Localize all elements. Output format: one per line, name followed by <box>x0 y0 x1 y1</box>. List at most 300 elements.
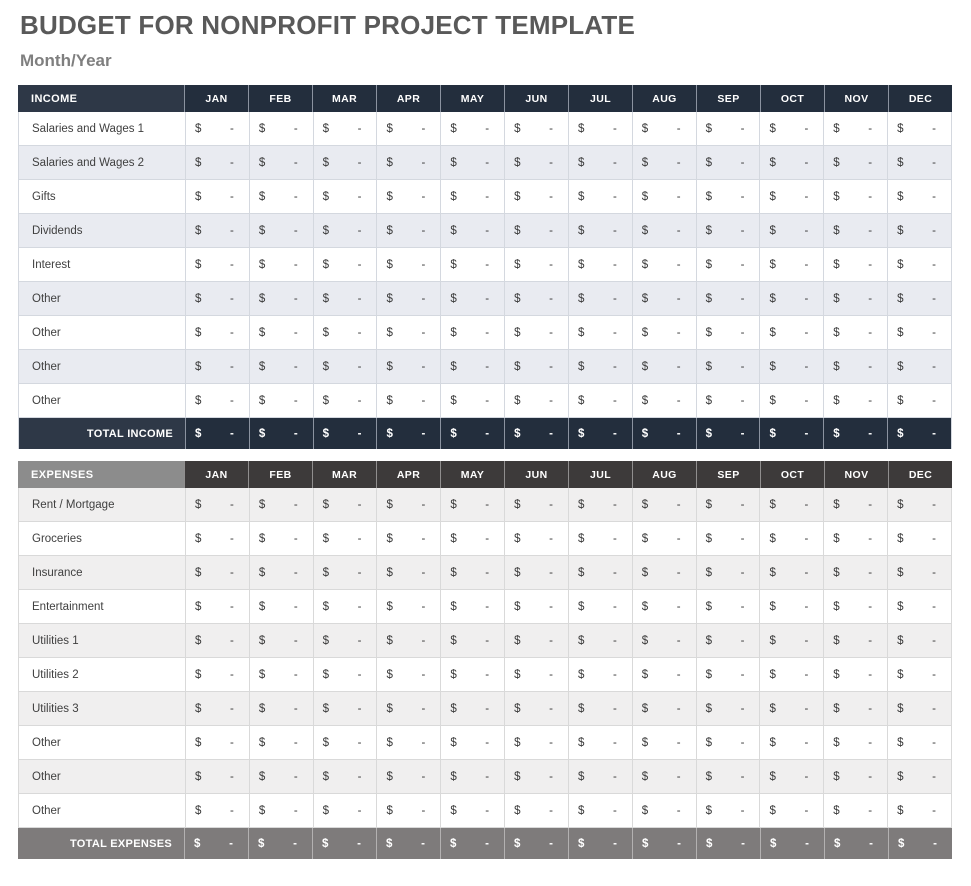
income-amount-cell[interactable] <box>504 282 568 315</box>
income-amount-cell[interactable] <box>632 214 696 247</box>
expenses-amount-cell[interactable] <box>249 488 313 521</box>
expenses-amount-cell[interactable] <box>440 760 504 793</box>
income-amount-cell[interactable] <box>376 316 440 349</box>
expenses-amount-cell[interactable] <box>440 726 504 759</box>
expenses-amount-cell[interactable] <box>249 794 313 827</box>
expenses-amount-cell[interactable] <box>696 556 760 589</box>
income-amount-cell[interactable] <box>376 146 440 179</box>
income-amount-cell[interactable] <box>440 248 504 281</box>
amount-value: - <box>868 258 873 271</box>
currency-symbol: $ <box>514 292 521 305</box>
expenses-amount-cell[interactable] <box>376 794 440 827</box>
currency-symbol: $ <box>641 498 649 511</box>
expenses-amount-cell[interactable] <box>440 556 504 589</box>
expenses-amount-cell[interactable] <box>568 658 632 691</box>
expenses-amount-cell[interactable] <box>823 692 887 725</box>
row-label: Other <box>32 736 61 749</box>
currency-symbol: $ <box>322 736 330 749</box>
amount-value: - <box>485 427 490 440</box>
expenses-amount-cell[interactable] <box>313 590 377 623</box>
expenses-amount-cell[interactable] <box>185 522 249 555</box>
income-amount-cell[interactable] <box>504 146 568 179</box>
expenses-amount-cell[interactable] <box>632 590 696 623</box>
expenses-amount-cell[interactable] <box>759 760 823 793</box>
income-amount-cell[interactable] <box>376 384 440 417</box>
income-amount-cell[interactable] <box>185 384 249 417</box>
amount-value: - <box>293 566 298 579</box>
expenses-amount-cell[interactable] <box>696 658 760 691</box>
income-amount-cell[interactable] <box>632 112 696 145</box>
income-total-cell <box>440 418 504 449</box>
income-amount-cell[interactable] <box>376 180 440 213</box>
amount-value: - <box>804 292 809 305</box>
amount-value: - <box>932 532 936 545</box>
amount-value: - <box>932 804 936 817</box>
expenses-amount-cell[interactable] <box>249 624 313 657</box>
expenses-amount-cell[interactable] <box>249 760 313 793</box>
expenses-amount-cell[interactable] <box>504 556 568 589</box>
income-amount-cell[interactable] <box>759 214 823 247</box>
amount-value: - <box>868 702 873 715</box>
income-amount-cell[interactable] <box>376 282 440 315</box>
expenses-amount-cell[interactable] <box>504 692 568 725</box>
currency-symbol: $ <box>258 292 266 305</box>
income-amount-cell[interactable] <box>632 384 696 417</box>
expenses-amount-cell[interactable] <box>185 488 249 521</box>
income-amount-cell[interactable] <box>759 282 823 315</box>
income-amount-cell[interactable] <box>632 146 696 179</box>
expenses-amount-cell[interactable] <box>313 488 377 521</box>
expenses-amount-cell[interactable] <box>185 658 249 691</box>
income-amount-cell[interactable] <box>887 214 951 247</box>
income-amount-cell[interactable] <box>249 316 313 349</box>
expenses-amount-cell[interactable] <box>823 556 887 589</box>
expenses-amount-cell[interactable] <box>376 590 440 623</box>
income-amount-cell[interactable] <box>696 146 760 179</box>
expenses-amount-cell[interactable] <box>759 522 823 555</box>
income-amount-cell[interactable] <box>249 282 313 315</box>
expenses-amount-cell[interactable] <box>376 624 440 657</box>
income-amount-cell[interactable] <box>504 214 568 247</box>
expenses-amount-cell[interactable] <box>376 556 440 589</box>
income-amount-cell[interactable] <box>696 384 760 417</box>
expenses-amount-cell[interactable] <box>568 488 632 521</box>
expenses-amount-cell[interactable] <box>313 522 377 555</box>
income-amount-cell[interactable] <box>759 112 823 145</box>
income-total-cell <box>759 418 823 449</box>
expenses-amount-cell[interactable] <box>185 590 249 623</box>
expenses-amount-cell[interactable] <box>568 794 632 827</box>
currency-symbol: $ <box>769 634 776 647</box>
row-label: Gifts <box>32 190 56 203</box>
income-amount-cell[interactable] <box>440 214 504 247</box>
income-amount-cell[interactable] <box>440 180 504 213</box>
income-amount-cell[interactable] <box>568 180 632 213</box>
expenses-amount-cell[interactable] <box>440 522 504 555</box>
income-amount-cell[interactable] <box>376 214 440 247</box>
income-amount-cell[interactable] <box>887 316 951 349</box>
income-amount-cell[interactable] <box>185 248 249 281</box>
income-amount-cell[interactable] <box>823 214 887 247</box>
income-amount-cell[interactable] <box>887 384 951 417</box>
amount-value: - <box>932 770 936 783</box>
amount-value: - <box>676 326 681 339</box>
income-amount-cell[interactable] <box>185 146 249 179</box>
income-amount-cell[interactable] <box>249 248 313 281</box>
expenses-amount-cell[interactable] <box>440 794 504 827</box>
income-amount-cell[interactable] <box>313 350 377 383</box>
income-amount-cell[interactable] <box>313 180 377 213</box>
expenses-amount-cell[interactable] <box>696 522 760 555</box>
income-amount-cell[interactable] <box>504 112 568 145</box>
income-amount-cell[interactable] <box>887 112 951 145</box>
income-amount-cell[interactable] <box>696 282 760 315</box>
income-amount-cell[interactable] <box>759 350 823 383</box>
expenses-amount-cell[interactable] <box>185 760 249 793</box>
amount-value: - <box>868 566 873 579</box>
amount-value: - <box>357 736 362 749</box>
expenses-amount-cell[interactable] <box>185 556 249 589</box>
table-row <box>19 384 951 418</box>
expenses-amount-cell[interactable] <box>249 590 313 623</box>
expenses-amount-cell[interactable] <box>313 624 377 657</box>
amount-value: - <box>293 427 298 440</box>
expenses-amount-cell[interactable] <box>759 658 823 691</box>
expenses-amount-cell[interactable] <box>887 658 951 691</box>
expenses-amount-cell[interactable] <box>823 760 887 793</box>
income-amount-cell[interactable] <box>185 180 249 213</box>
income-amount-cell[interactable] <box>823 316 887 349</box>
expenses-amount-cell[interactable] <box>759 488 823 521</box>
expenses-amount-cell[interactable] <box>632 488 696 521</box>
currency-symbol: $ <box>705 394 713 407</box>
expenses-amount-cell[interactable] <box>887 692 951 725</box>
income-amount-cell[interactable] <box>568 282 632 315</box>
currency-symbol: $ <box>577 292 585 305</box>
amount-value: - <box>612 770 617 783</box>
expenses-amount-cell[interactable] <box>568 556 632 589</box>
expenses-amount-cell[interactable] <box>696 726 760 759</box>
income-amount-cell[interactable] <box>568 248 632 281</box>
expenses-amount-cell[interactable] <box>249 726 313 759</box>
income-amount-cell[interactable] <box>568 146 632 179</box>
expenses-amount-cell[interactable] <box>823 658 887 691</box>
expenses-amount-cell[interactable] <box>504 658 568 691</box>
expenses-total-cell <box>440 828 504 859</box>
expenses-amount-cell[interactable] <box>696 590 760 623</box>
expenses-amount-cell[interactable] <box>887 556 951 589</box>
income-amount-cell[interactable] <box>823 180 887 213</box>
income-amount-cell[interactable] <box>632 316 696 349</box>
expenses-amount-cell[interactable] <box>376 522 440 555</box>
income-total-cell <box>632 418 696 449</box>
currency-symbol: $ <box>514 156 521 169</box>
expenses-amount-cell[interactable] <box>504 760 568 793</box>
income-amount-cell[interactable] <box>440 384 504 417</box>
amount-value: - <box>485 122 490 135</box>
expenses-amount-cell[interactable] <box>249 692 313 725</box>
income-amount-cell[interactable] <box>823 146 887 179</box>
amount-value: - <box>868 770 873 783</box>
expenses-amount-cell[interactable] <box>887 590 951 623</box>
amount-value: - <box>676 736 681 749</box>
expenses-amount-cell[interactable] <box>313 794 377 827</box>
income-amount-cell[interactable] <box>249 214 313 247</box>
income-amount-cell[interactable] <box>759 384 823 417</box>
month-header-jun: JUN <box>504 85 568 112</box>
income-amount-cell[interactable] <box>313 316 377 349</box>
income-amount-cell[interactable] <box>568 214 632 247</box>
expenses-amount-cell[interactable] <box>440 658 504 691</box>
amount-value: - <box>357 600 362 613</box>
income-amount-cell[interactable] <box>249 112 313 145</box>
expenses-amount-cell[interactable] <box>313 658 377 691</box>
expenses-amount-cell[interactable] <box>376 726 440 759</box>
expenses-amount-cell[interactable] <box>759 556 823 589</box>
expenses-amount-cell[interactable] <box>249 658 313 691</box>
expenses-amount-cell[interactable] <box>504 590 568 623</box>
expenses-amount-cell[interactable] <box>887 794 951 827</box>
expenses-amount-cell[interactable] <box>823 794 887 827</box>
income-amount-cell[interactable] <box>185 350 249 383</box>
expenses-amount-cell[interactable] <box>632 760 696 793</box>
currency-symbol: $ <box>322 292 330 305</box>
expenses-amount-cell[interactable] <box>185 624 249 657</box>
currency-symbol: $ <box>258 532 266 545</box>
income-amount-cell[interactable] <box>185 316 249 349</box>
income-amount-cell[interactable] <box>313 112 377 145</box>
income-amount-cell[interactable] <box>313 282 377 315</box>
expenses-amount-cell[interactable] <box>632 692 696 725</box>
expenses-amount-cell[interactable] <box>504 726 568 759</box>
income-amount-cell[interactable] <box>568 384 632 417</box>
income-amount-cell[interactable] <box>376 112 440 145</box>
expenses-amount-cell[interactable] <box>249 522 313 555</box>
amount-value: - <box>357 224 362 237</box>
income-amount-cell[interactable] <box>185 112 249 145</box>
income-amount-cell[interactable] <box>823 384 887 417</box>
expenses-amount-cell[interactable] <box>440 692 504 725</box>
income-amount-cell[interactable] <box>249 350 313 383</box>
currency-symbol: $ <box>322 498 330 511</box>
expenses-amount-cell[interactable] <box>696 624 760 657</box>
income-amount-cell[interactable] <box>823 112 887 145</box>
expenses-amount-cell[interactable] <box>887 726 951 759</box>
expenses-amount-cell[interactable] <box>313 760 377 793</box>
expenses-amount-cell[interactable] <box>568 760 632 793</box>
income-amount-cell[interactable] <box>504 384 568 417</box>
income-amount-cell[interactable] <box>313 384 377 417</box>
income-amount-cell[interactable] <box>568 350 632 383</box>
income-amount-cell[interactable] <box>823 282 887 315</box>
amount-value: - <box>421 122 426 135</box>
expenses-amount-cell[interactable] <box>759 726 823 759</box>
expenses-amount-cell[interactable] <box>504 794 568 827</box>
expenses-amount-cell[interactable] <box>568 692 632 725</box>
expenses-amount-cell[interactable] <box>759 590 823 623</box>
income-amount-cell[interactable] <box>696 248 760 281</box>
expenses-amount-cell[interactable] <box>696 760 760 793</box>
expenses-amount-cell[interactable] <box>376 488 440 521</box>
amount-value: - <box>741 837 745 850</box>
income-amount-cell[interactable] <box>887 282 951 315</box>
expenses-amount-cell[interactable] <box>696 794 760 827</box>
expenses-amount-cell[interactable] <box>823 488 887 521</box>
income-amount-cell[interactable] <box>568 316 632 349</box>
income-amount-cell[interactable] <box>632 248 696 281</box>
income-amount-cell[interactable] <box>696 180 760 213</box>
expenses-header-label: EXPENSES <box>18 461 184 488</box>
income-amount-cell[interactable] <box>632 180 696 213</box>
expenses-amount-cell[interactable] <box>759 794 823 827</box>
income-amount-cell[interactable] <box>759 146 823 179</box>
income-amount-cell[interactable] <box>823 350 887 383</box>
income-total-cell <box>696 418 760 449</box>
expenses-amount-cell[interactable] <box>185 794 249 827</box>
income-total-row <box>18 418 952 449</box>
expenses-total-cell <box>376 828 440 859</box>
expenses-amount-cell[interactable] <box>887 522 951 555</box>
expenses-total-cell <box>888 828 952 859</box>
amount-value: - <box>549 360 553 373</box>
amount-value: - <box>612 190 617 203</box>
currency-symbol: $ <box>322 122 330 135</box>
income-amount-cell[interactable] <box>440 112 504 145</box>
income-amount-cell[interactable] <box>440 146 504 179</box>
expenses-amount-cell[interactable] <box>504 488 568 521</box>
expenses-amount-cell[interactable] <box>376 692 440 725</box>
income-total-cell <box>504 418 568 449</box>
income-amount-cell[interactable] <box>759 316 823 349</box>
expenses-amount-cell[interactable] <box>185 692 249 725</box>
expenses-amount-cell[interactable] <box>759 624 823 657</box>
expenses-amount-cell[interactable] <box>887 624 951 657</box>
income-amount-cell[interactable] <box>249 180 313 213</box>
expenses-amount-cell[interactable] <box>313 692 377 725</box>
amount-value: - <box>676 224 681 237</box>
expenses-amount-cell[interactable] <box>376 760 440 793</box>
amount-value: - <box>549 532 553 545</box>
income-amount-cell[interactable] <box>504 350 568 383</box>
income-amount-cell[interactable] <box>887 248 951 281</box>
expenses-amount-cell[interactable] <box>568 590 632 623</box>
income-amount-cell[interactable] <box>249 146 313 179</box>
income-amount-cell[interactable] <box>440 316 504 349</box>
expenses-amount-cell[interactable] <box>632 658 696 691</box>
expenses-amount-cell[interactable] <box>632 624 696 657</box>
income-amount-cell[interactable] <box>759 180 823 213</box>
expenses-amount-cell[interactable] <box>696 488 760 521</box>
income-amount-cell[interactable] <box>632 350 696 383</box>
amount-value: - <box>932 736 936 749</box>
expenses-amount-cell[interactable] <box>823 590 887 623</box>
income-amount-cell[interactable] <box>887 180 951 213</box>
amount-value: - <box>549 427 553 440</box>
income-amount-cell[interactable] <box>696 112 760 145</box>
amount-value: - <box>804 600 809 613</box>
currency-symbol: $ <box>705 156 713 169</box>
income-amount-cell[interactable] <box>185 214 249 247</box>
currency-symbol: $ <box>833 224 840 237</box>
currency-symbol: $ <box>833 156 840 169</box>
currency-symbol: $ <box>641 292 649 305</box>
income-amount-cell[interactable] <box>759 248 823 281</box>
month-header-aug: AUG <box>632 461 696 488</box>
expenses-amount-cell[interactable] <box>568 624 632 657</box>
expenses-amount-cell[interactable] <box>504 624 568 657</box>
expenses-amount-cell[interactable] <box>313 726 377 759</box>
amount-value: - <box>421 702 426 715</box>
month-header-jan: JAN <box>184 461 248 488</box>
amount-value: - <box>549 804 553 817</box>
income-amount-cell[interactable] <box>504 180 568 213</box>
expenses-amount-cell[interactable] <box>313 556 377 589</box>
expenses-amount-cell[interactable] <box>759 692 823 725</box>
expenses-amount-cell[interactable] <box>568 522 632 555</box>
income-amount-cell[interactable] <box>504 316 568 349</box>
amount-value: - <box>421 837 425 850</box>
income-amount-cell[interactable] <box>313 214 377 247</box>
expenses-amount-cell[interactable] <box>823 726 887 759</box>
income-amount-cell[interactable] <box>440 282 504 315</box>
expenses-amount-cell[interactable] <box>696 692 760 725</box>
income-amount-cell[interactable] <box>887 350 951 383</box>
income-amount-cell[interactable] <box>313 248 377 281</box>
income-amount-cell[interactable] <box>632 282 696 315</box>
expenses-amount-cell[interactable] <box>504 522 568 555</box>
expenses-amount-cell[interactable] <box>568 726 632 759</box>
income-amount-cell[interactable] <box>185 282 249 315</box>
expenses-amount-cell[interactable] <box>823 522 887 555</box>
expenses-amount-cell[interactable] <box>632 522 696 555</box>
expenses-amount-cell[interactable] <box>632 726 696 759</box>
income-amount-cell[interactable] <box>696 316 760 349</box>
expenses-amount-cell[interactable] <box>632 794 696 827</box>
amount-value: - <box>676 394 681 407</box>
income-amount-cell[interactable] <box>696 350 760 383</box>
expenses-amount-cell[interactable] <box>887 488 951 521</box>
expenses-amount-cell[interactable] <box>440 590 504 623</box>
expenses-amount-cell[interactable] <box>376 658 440 691</box>
currency-symbol: $ <box>258 427 266 440</box>
expenses-amount-cell[interactable] <box>887 760 951 793</box>
currency-symbol: $ <box>705 668 713 681</box>
expenses-amount-cell[interactable] <box>632 556 696 589</box>
income-amount-cell[interactable] <box>696 214 760 247</box>
income-amount-cell[interactable] <box>823 248 887 281</box>
amount-value: - <box>357 122 362 135</box>
expenses-amount-cell[interactable] <box>440 488 504 521</box>
income-amount-cell[interactable] <box>504 248 568 281</box>
expenses-amount-cell[interactable] <box>185 726 249 759</box>
currency-symbol: $ <box>195 224 202 237</box>
currency-symbol: $ <box>769 360 776 373</box>
amount-value: - <box>549 258 553 271</box>
income-amount-cell[interactable] <box>313 146 377 179</box>
income-amount-cell[interactable] <box>440 350 504 383</box>
expenses-amount-cell[interactable] <box>440 624 504 657</box>
expenses-amount-cell[interactable] <box>823 624 887 657</box>
income-amount-cell[interactable] <box>887 146 951 179</box>
income-amount-cell[interactable] <box>568 112 632 145</box>
income-amount-cell[interactable] <box>249 384 313 417</box>
income-amount-cell[interactable] <box>376 350 440 383</box>
amount-value: - <box>421 804 426 817</box>
income-amount-cell[interactable] <box>376 248 440 281</box>
expenses-amount-cell[interactable] <box>249 556 313 589</box>
amount-value: - <box>357 770 362 783</box>
currency-symbol: $ <box>258 122 266 135</box>
